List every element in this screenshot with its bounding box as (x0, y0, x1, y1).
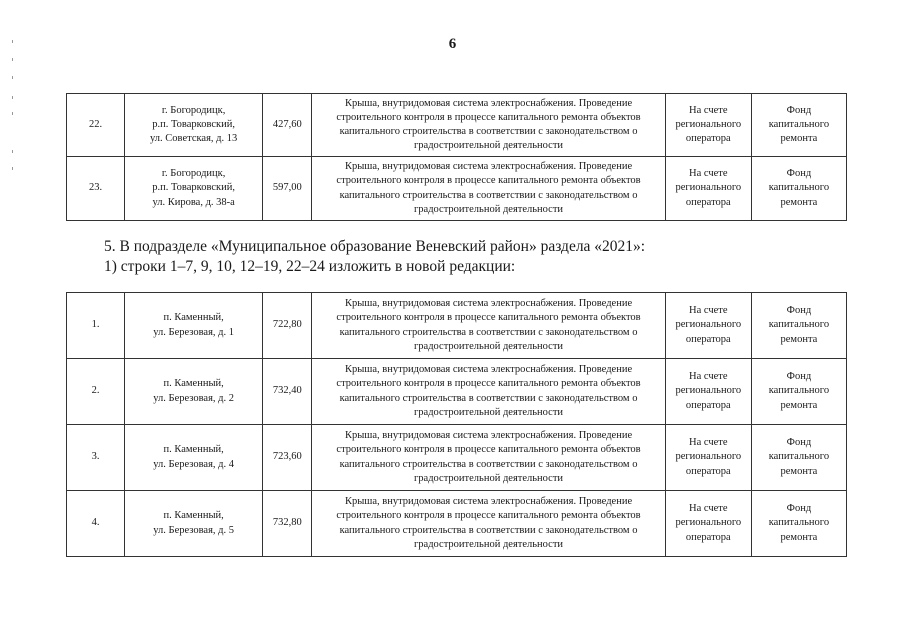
fund-line: ремонта (780, 465, 818, 477)
owner-line: На счете (689, 168, 728, 180)
owner-line: оператора (685, 399, 731, 411)
table-row (67, 491, 847, 557)
works-line: капитального строительства в соответствии с законодательством о (339, 458, 638, 470)
page-number: 6 (448, 36, 457, 52)
owner-line: регионального (675, 517, 742, 529)
works-line: строительного контроля в процессе капитального ремонта объектов (336, 444, 641, 456)
owner-line: На счете (689, 305, 728, 317)
address-line: п. Каменный, (163, 378, 224, 390)
address-line: ул. Березовая, д. 1 (153, 326, 235, 338)
owner-line: оператора (685, 465, 731, 477)
works-line: строительного контроля в процессе капитального ремонта объектов (336, 510, 641, 522)
address-cell (125, 157, 263, 221)
owner-line: регионального (675, 118, 742, 130)
fund-line: ремонта (780, 133, 818, 145)
table-row (67, 425, 847, 491)
fund-line: капитального (768, 118, 830, 130)
works-line: капитального строительства в соответствии с законодательством о (339, 326, 638, 338)
owner-line: регионального (675, 385, 742, 397)
works-table-bottom (66, 292, 847, 557)
owner-line: регионального (675, 182, 742, 194)
margin-dash (12, 96, 13, 99)
fund-line: капитального (768, 517, 830, 529)
works-line: Крыша, внутридомовая система электроснабжения. Проведение (344, 298, 633, 310)
fund-line: ремонта (780, 333, 818, 345)
works-line: Крыша, внутридомовая система электроснабжения. Проведение (344, 161, 633, 173)
account-owner-cell (665, 94, 751, 157)
fund-cell (751, 293, 846, 359)
fund-line: капитального (768, 319, 830, 331)
address-line: г. Богородицк, (161, 168, 226, 180)
address-line: г. Богородицк, (161, 104, 226, 116)
table-row (67, 293, 847, 359)
address-line: ул. Советская, д. 13 (150, 133, 238, 145)
works-cell (312, 157, 665, 221)
works-line: Крыша, внутридомовая система электроснабжения. Проведение (344, 496, 633, 508)
owner-line: оператора (685, 133, 731, 145)
fund-line: Фонд (786, 503, 812, 515)
row-number: 22. (67, 94, 125, 157)
works-line: строительного контроля в процессе капитального ремонта объектов (336, 111, 641, 123)
works-line: Крыша, внутридомовая система электроснабжения. Проведение (344, 364, 633, 376)
area-cell: 732,40 (263, 359, 312, 425)
works-line: строительного контроля в процессе капитального ремонта объектов (336, 312, 641, 324)
works-cell (312, 425, 665, 491)
owner-line: На счете (689, 503, 728, 515)
fund-line: капитального (768, 385, 830, 397)
address-cell (125, 94, 263, 157)
address-line: п. Каменный, (163, 510, 224, 522)
works-line: градостроительной деятельности (413, 406, 564, 418)
account-owner-cell (665, 425, 751, 491)
area-cell: 597,00 (263, 157, 312, 221)
owner-line: оператора (685, 531, 731, 543)
address-line: ул. Кирова, д. 38-а (152, 196, 235, 208)
fund-line: Фонд (786, 437, 812, 449)
fund-cell (751, 491, 846, 557)
address-line: п. Каменный, (163, 444, 224, 456)
account-owner-cell (665, 359, 751, 425)
owner-line: На счете (689, 371, 728, 383)
area-cell: 723,60 (263, 425, 312, 491)
works-line: градостроительной деятельности (413, 140, 564, 152)
works-line: капитального строительства в соответствии с законодательством о (339, 189, 638, 201)
works-table-top (66, 93, 847, 221)
margin-dash (12, 76, 13, 79)
row-number: 1. (67, 293, 125, 359)
fund-line: Фонд (786, 168, 812, 180)
table-row (67, 359, 847, 425)
address-line: р.п. Товарковский, (152, 182, 235, 194)
works-line: капитального строительства в соответствии с законодательством о (339, 392, 638, 404)
margin-dash (12, 150, 13, 153)
works-line: строительного контроля в процессе капитального ремонта объектов (336, 378, 641, 390)
works-cell (312, 293, 665, 359)
owner-line: оператора (685, 333, 731, 345)
area-cell: 722,80 (263, 293, 312, 359)
works-cell (312, 94, 665, 157)
address-cell (125, 491, 263, 557)
account-owner-cell (665, 293, 751, 359)
address-cell (125, 359, 263, 425)
owner-line: регионального (675, 451, 742, 463)
fund-line: капитального (768, 451, 830, 463)
owner-line: На счете (689, 437, 728, 449)
table-row (67, 94, 847, 157)
owner-line: На счете (689, 104, 728, 116)
address-line: ул. Березовая, д. 2 (153, 392, 235, 404)
address-cell (125, 425, 263, 491)
fund-line: капитального (768, 182, 830, 194)
area-cell: 427,60 (263, 94, 312, 157)
margin-dash (12, 112, 13, 115)
fund-line: Фонд (786, 371, 812, 383)
address-cell (125, 293, 263, 359)
works-line: градостроительной деятельности (413, 203, 564, 215)
row-number: 4. (67, 491, 125, 557)
works-cell (312, 491, 665, 557)
works-line: капитального строительства в соответствии с законодательством о (339, 524, 638, 536)
address-line: ул. Березовая, д. 4 (153, 458, 235, 470)
amendment-heading: 5. В подразделе «Муниципальное образование Веневский район» раздела «2021»: (104, 238, 646, 255)
works-line: Крыша, внутридомовая система электроснабжения. Проведение (344, 430, 633, 442)
works-line: градостроительной деятельности (413, 472, 564, 484)
row-number: 3. (67, 425, 125, 491)
account-owner-cell (665, 491, 751, 557)
account-owner-cell (665, 157, 751, 221)
owner-line: регионального (675, 319, 742, 331)
table-row (67, 157, 847, 221)
address-line: р.п. Товарковский, (152, 118, 235, 130)
owner-line: оператора (685, 196, 731, 208)
works-line: Крыша, внутридомовая система электроснабжения. Проведение (344, 97, 633, 109)
fund-cell (751, 359, 846, 425)
works-line: градостроительной деятельности (413, 538, 564, 550)
fund-line: ремонта (780, 196, 818, 208)
works-line: градостроительной деятельности (413, 340, 564, 352)
works-cell (312, 359, 665, 425)
address-line: ул. Березовая, д. 5 (153, 524, 235, 536)
fund-cell (751, 94, 846, 157)
area-cell: 732,80 (263, 491, 312, 557)
margin-dash (12, 167, 13, 170)
fund-line: ремонта (780, 399, 818, 411)
works-line: капитального строительства в соответствии с законодательством о (339, 126, 638, 137)
row-number: 2. (67, 359, 125, 425)
fund-line: ремонта (780, 531, 818, 543)
works-line: строительного контроля в процессе капитального ремонта объектов (336, 175, 641, 187)
fund-cell (751, 425, 846, 491)
address-line: п. Каменный, (163, 312, 224, 324)
fund-line: Фонд (786, 305, 812, 317)
row-number: 23. (67, 157, 125, 221)
amendment-instruction: 1) строки 1–7, 9, 10, 12–19, 22–24 изложить в новой редакции: (104, 258, 516, 275)
fund-cell (751, 157, 846, 221)
fund-line: Фонд (786, 104, 812, 116)
margin-dash (12, 58, 13, 61)
